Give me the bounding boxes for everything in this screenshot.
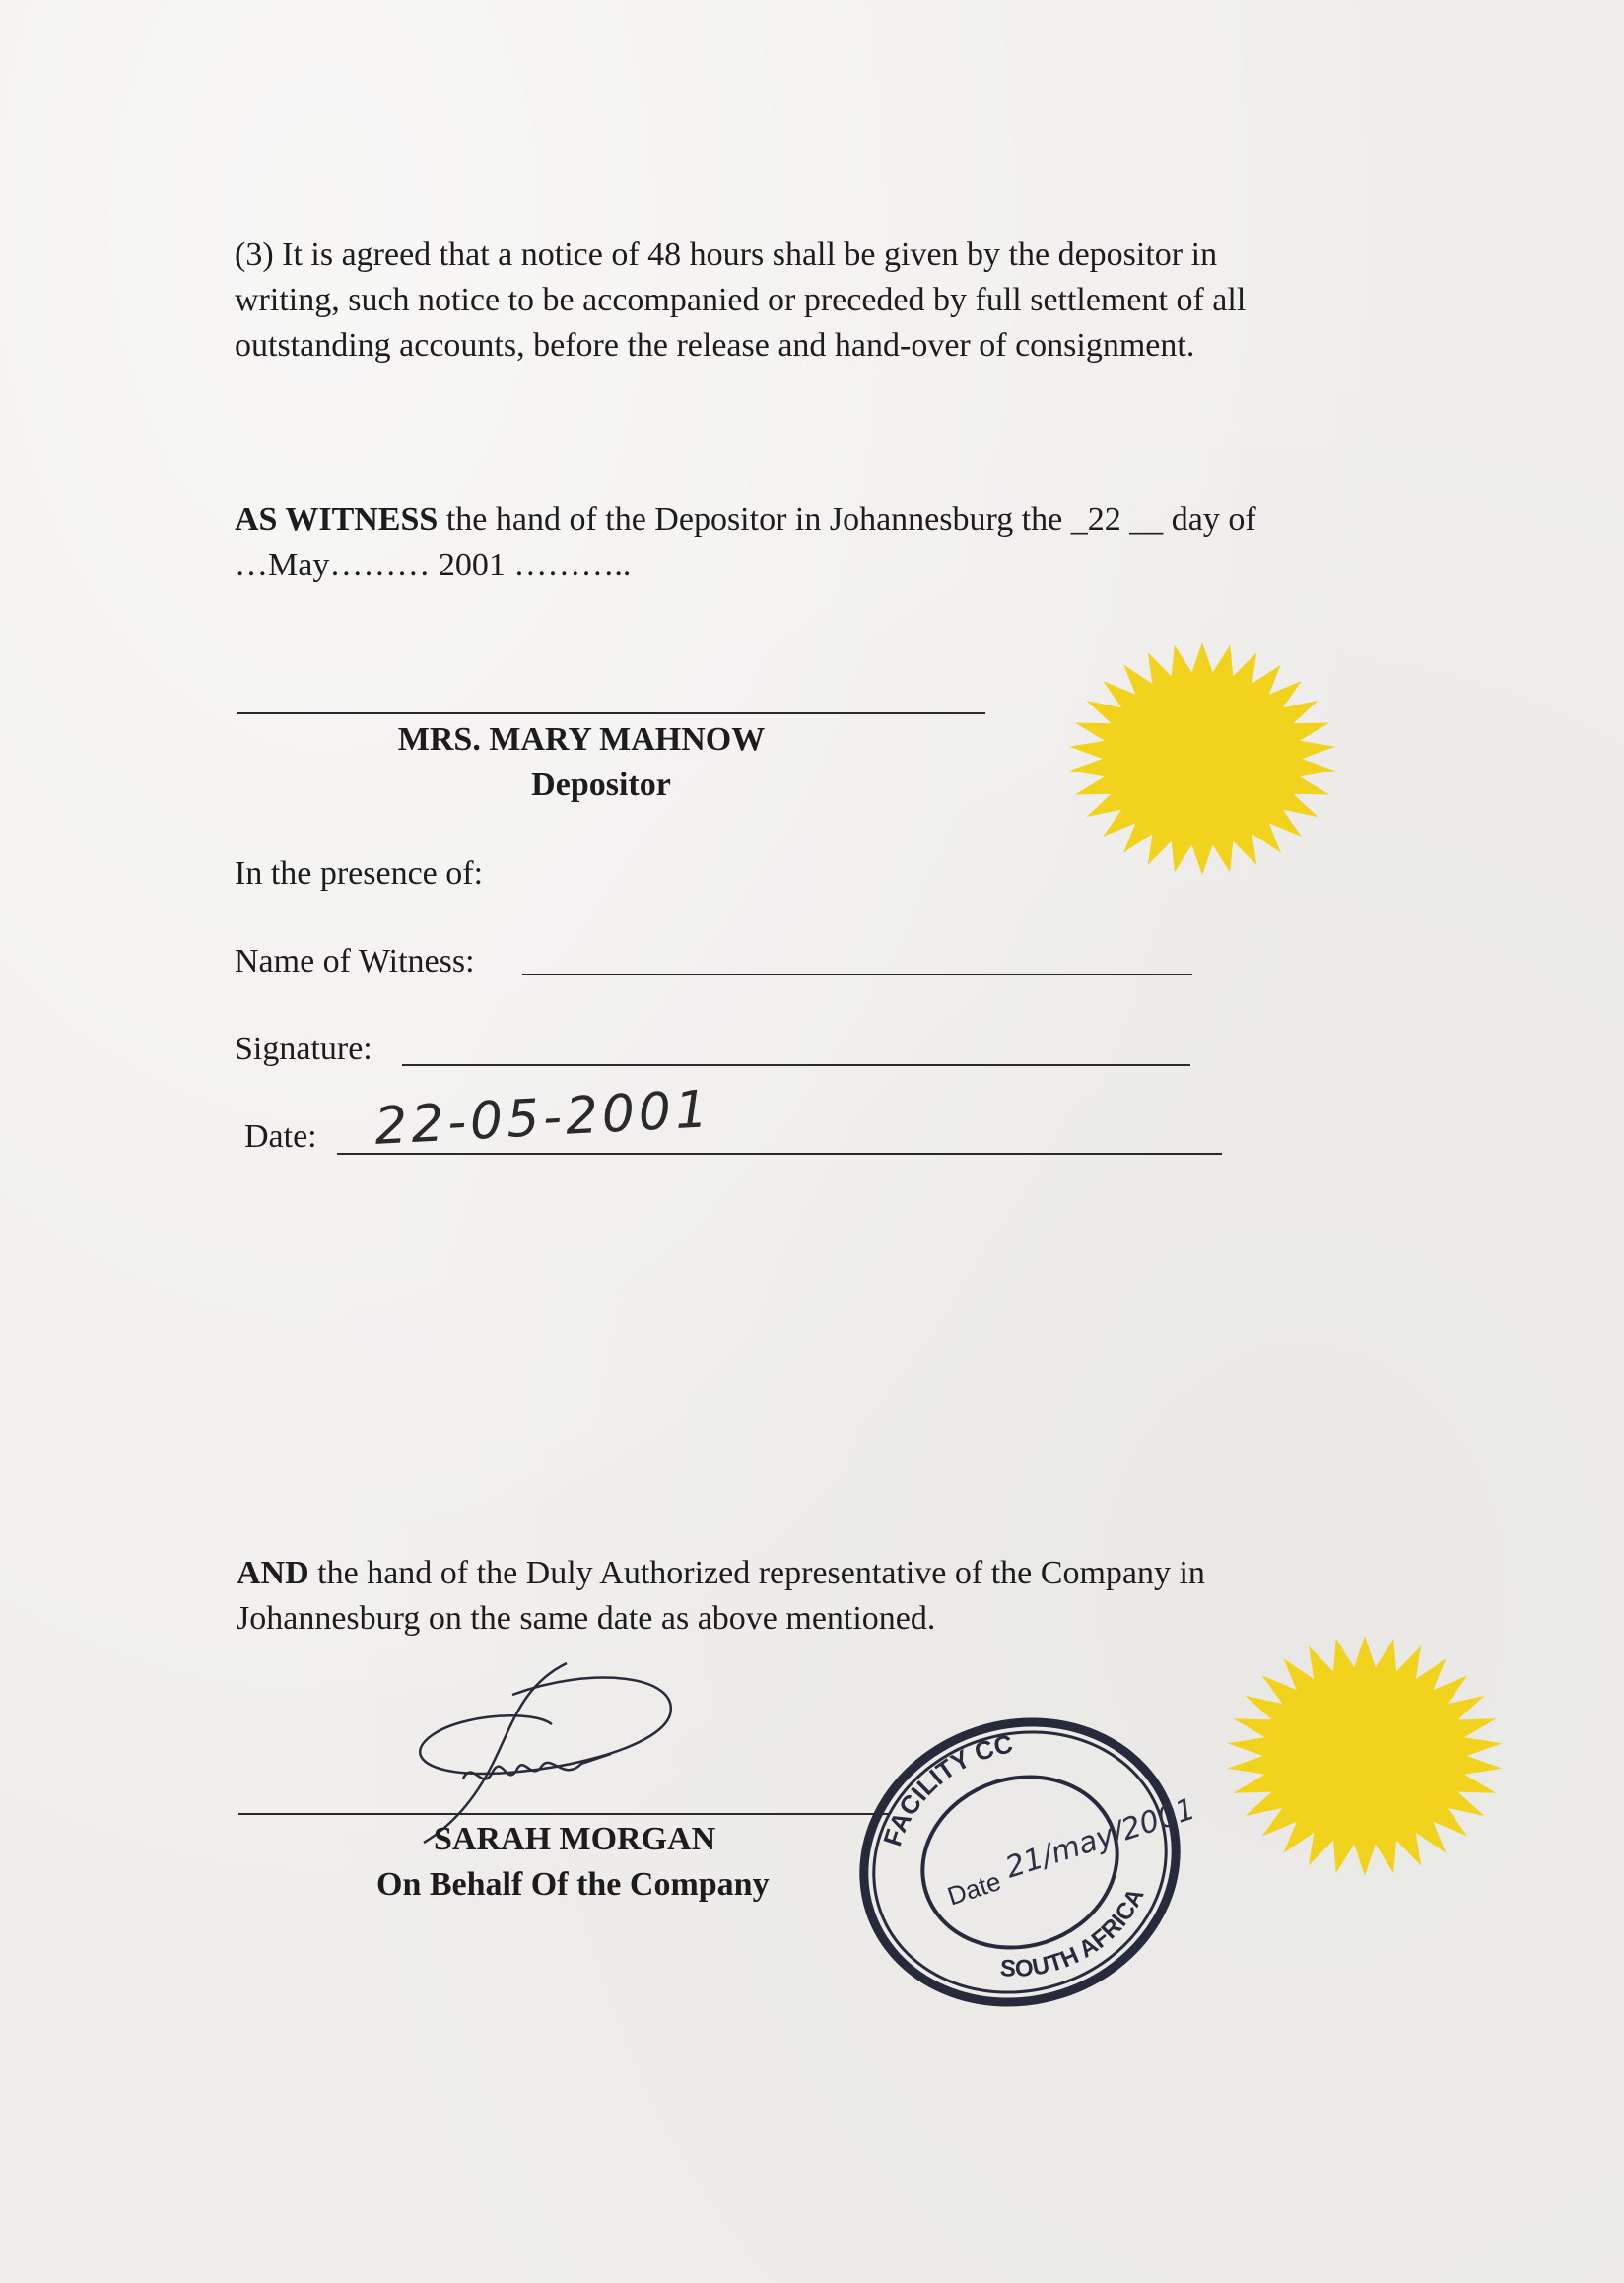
gold-seal-icon bbox=[1059, 640, 1345, 877]
stamp-bottom-text: SOUTH AFRICA bbox=[999, 1884, 1150, 1983]
date-line bbox=[337, 1153, 1222, 1155]
company-clause-lead: AND bbox=[237, 1555, 309, 1591]
signature-line bbox=[402, 1064, 1190, 1066]
clause-line-3: outstanding accounts, before the release and hand-over of consignment. bbox=[235, 327, 1195, 364]
representative-name: SARAH MORGAN bbox=[434, 1821, 716, 1857]
handwritten-date: 22-05-2001 bbox=[372, 1080, 713, 1157]
svg-text:SOUTH AFRICA bbox=[982, 1878, 1164, 1993]
witness-clause-rest: the hand of the Depositor in Johannesburg the _22 __ day of bbox=[438, 502, 1256, 538]
witness-clause-line-1 bbox=[235, 498, 1256, 543]
depositor-signature-line bbox=[237, 712, 985, 714]
company-clause-rest: the hand of the Duly Authorized representative of the Company in bbox=[308, 1555, 1205, 1591]
representative-role: On Behalf Of the Company bbox=[376, 1866, 770, 1903]
gold-seal-icon bbox=[1217, 1636, 1513, 1877]
representative-signature-line bbox=[238, 1813, 889, 1815]
witness-name-label: Name of Witness: bbox=[235, 943, 475, 979]
signature-label: Signature: bbox=[235, 1031, 372, 1067]
witness-clause-line-2: …May……… 2001 ……….. bbox=[235, 547, 632, 583]
clause-line-2: writing, such notice to be accompanied or preceded by full settlement of all bbox=[235, 282, 1247, 318]
stamp-date-value: 21/may/2001 bbox=[1001, 1791, 1200, 1886]
witness-clause-lead: AS WITNESS bbox=[235, 502, 439, 538]
witness-name-line bbox=[522, 974, 1192, 975]
stamp-date-label: Date bbox=[943, 1865, 1005, 1912]
depositor-role: Depositor bbox=[531, 767, 671, 803]
company-stamp-icon bbox=[838, 1695, 1202, 2030]
company-clause-line-2: Johannesburg on the same date as above mentioned. bbox=[237, 1600, 936, 1637]
clause-line-1: (3) It is agreed that a notice of 48 hours shall be given by the depositor in bbox=[235, 236, 1218, 273]
presence-label: In the presence of: bbox=[235, 855, 484, 892]
date-label: Date: bbox=[244, 1118, 317, 1155]
company-clause-line-1 bbox=[237, 1551, 1205, 1596]
stamp-top-text: FACILITY CC bbox=[877, 1728, 1016, 1850]
depositor-name: MRS. MARY MAHNOW bbox=[397, 721, 766, 758]
